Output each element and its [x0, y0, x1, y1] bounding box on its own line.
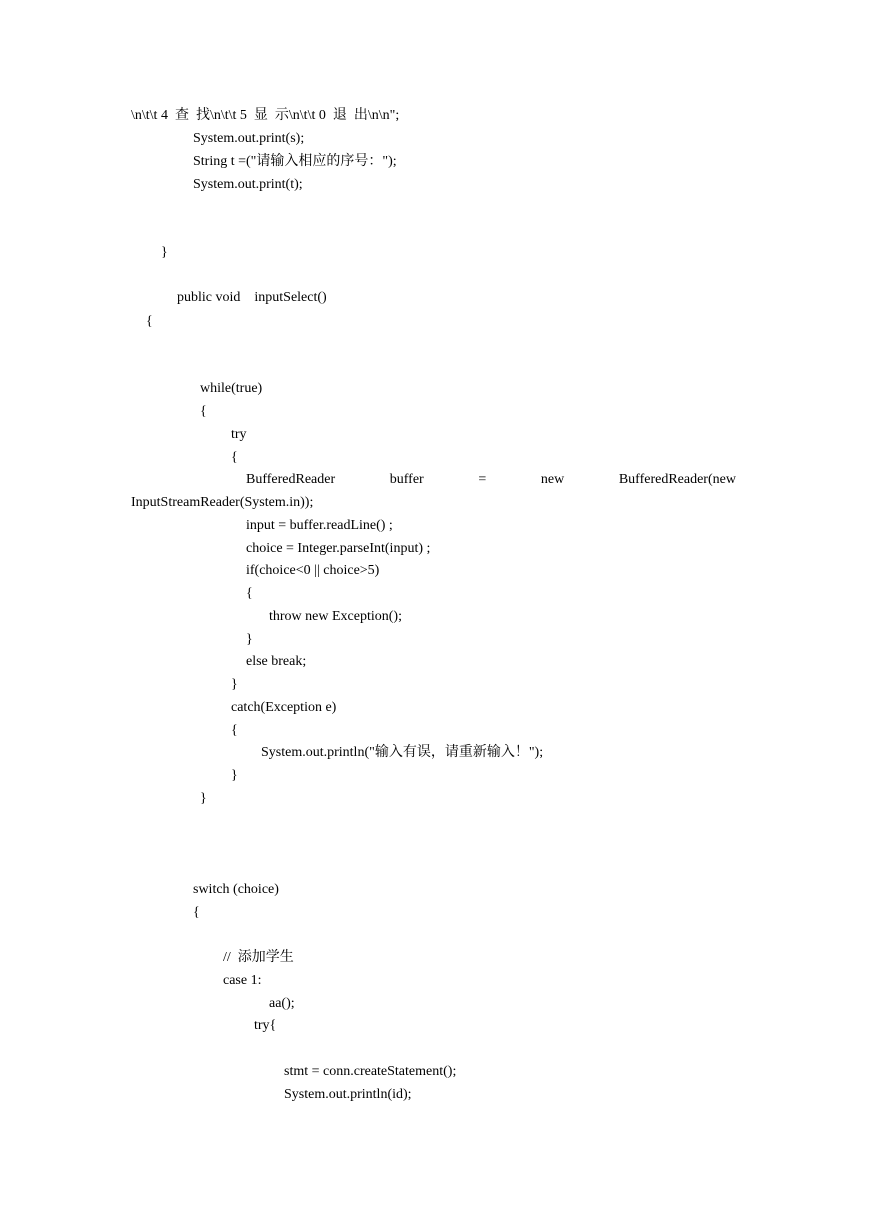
code-line: {: [231, 723, 238, 738]
code-line: System.out.print(s);: [193, 131, 305, 146]
code-line-justified: [246, 471, 736, 489]
code-line: case 1:: [223, 973, 262, 988]
code-line: input = buffer.readLine() ;: [246, 518, 393, 533]
code-line: }: [161, 245, 168, 260]
code-line: InputStreamReader(System.in));: [131, 495, 314, 510]
code-line: {: [231, 450, 238, 465]
code-comment: // 添加学生: [223, 950, 294, 965]
code-line: {: [246, 586, 253, 601]
code-line: catch(Exception e): [231, 700, 337, 715]
code-token: buffer: [389, 472, 424, 487]
code-token: new: [540, 472, 565, 487]
code-line: while(true): [200, 381, 263, 396]
code-line: try{: [254, 1018, 277, 1033]
code-line: }: [231, 768, 238, 783]
code-token: BufferedReader(new: [618, 472, 736, 487]
code-line: throw new Exception();: [269, 609, 402, 624]
code-token: =: [478, 472, 487, 487]
code-line: }: [200, 791, 207, 806]
code-line: switch (choice): [193, 882, 279, 897]
code-line: if(choice<0 || choice>5): [246, 563, 380, 578]
code-line: {: [146, 314, 153, 329]
code-line: try: [231, 427, 247, 442]
code-line: }: [231, 677, 238, 692]
code-token: BufferedReader: [246, 472, 336, 487]
code-line: System.out.print(t);: [193, 177, 303, 192]
code-line: public void inputSelect(): [177, 290, 327, 305]
code-line: \n\t\t 4 查 找\n\t\t 5 显 示\n\t\t 0 退 出\n\n";: [131, 108, 400, 123]
code-line: }: [246, 632, 253, 647]
code-line: {: [200, 404, 207, 419]
code-line: aa();: [269, 996, 295, 1011]
code-line: else break;: [246, 654, 307, 669]
code-line: System.out.println(id);: [284, 1087, 412, 1102]
code-line: System.out.println("输入有误，请重新输入！");: [261, 745, 544, 760]
code-line: choice = Integer.parseInt(input) ;: [246, 541, 431, 556]
code-line: {: [193, 905, 200, 920]
code-line: String t =("请输入相应的序号：");: [193, 154, 397, 169]
code-line: stmt = conn.createStatement();: [284, 1064, 457, 1079]
